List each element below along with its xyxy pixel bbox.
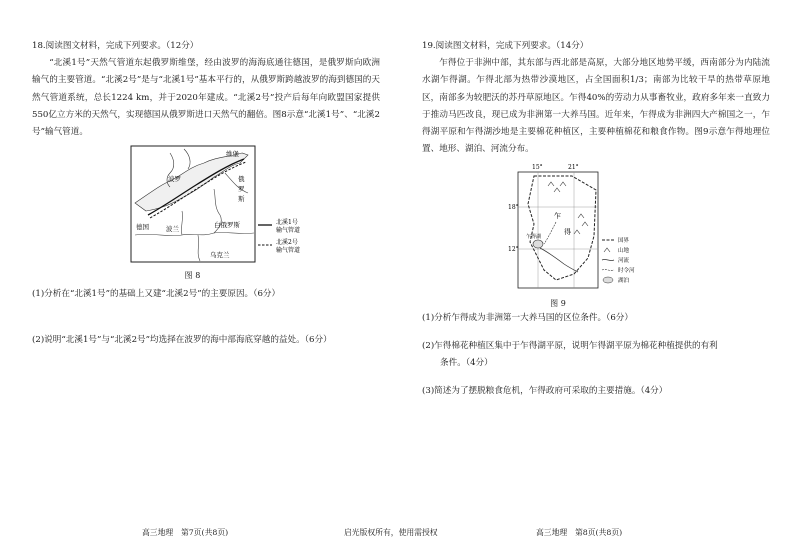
label-russia-1: 俄 (238, 175, 245, 184)
figure-8 (130, 145, 345, 282)
label-poland: 波兰 (166, 225, 179, 234)
nord-stream-map (130, 145, 350, 263)
legend-lake: 湖泊 (618, 278, 630, 285)
q19-part-2-line1: (2)乍得棉花种植区集中于乍得湖平原，说明乍得湖平原为棉花种植提供的有利 (422, 340, 718, 351)
lon-21: 21° (568, 164, 579, 172)
legend-seasonal-river: 时令河 (618, 268, 635, 275)
legend-mountain: 山地 (618, 248, 630, 255)
label-belarus: 白俄罗斯 (214, 221, 240, 230)
label-russia-2: 罗 (238, 185, 245, 194)
figure-8-caption: 图 8 (184, 271, 201, 281)
q19-title: 19.阅读图文材料，完成下列要求。（14分） (422, 41, 589, 51)
lat-12: 12° (508, 246, 519, 254)
q18-part-1: (1)分析在“北溪1号”的基础上又建“北溪2号”的主要原因。（6分） (32, 289, 281, 300)
question-19 (422, 38, 770, 400)
legend-border: 国界 (618, 238, 630, 245)
label-lake-chad: 乍得湖 (526, 234, 542, 241)
footer-page-8: 高三地理 第8页(共8页) (536, 528, 623, 537)
figure-9 (508, 162, 648, 309)
figure-9-caption: 图 9 (550, 298, 566, 308)
label-chad-1: 乍 (554, 212, 561, 221)
q19-material: 乍得位于非洲中部，其东部与西北部是高原，大部分地区地势平缓，西南部分为内陆流水湖乍得湖。乍得北部为热带沙漠地区，占全国面积1/3；南部为比较干旱的热带草原地区，南部多为较肥沃的苏丹草原地区。乍得40%的劳动力从事畜牧业，政府多年来一直致力于推动马匹改良，现已成为非洲第一大养马国。近年来，乍得成为非洲四大产棉国之一，乍得湖平原和乍得湖沙地是主要棉花种植区，主要种植棉花和粮食作物。图9示意乍得地理位置、地形、湖泊、河流分布。 (422, 58, 770, 155)
lat-18: 18° (508, 204, 519, 212)
map9-legend (602, 236, 635, 284)
label-chad-2: 得 (564, 228, 571, 237)
q19-part-3: (3)简述为了摆脱粮食危机，乍得政府可采取的主要措施。（4分） (422, 386, 668, 397)
footer-copyright: 启光版权所有，使用需授权 (344, 528, 438, 537)
legend-ns2-line2: 输气管道 (276, 247, 301, 255)
question-18 (32, 38, 380, 349)
q18-material: “北溪1号”天然气管道东起俄罗斯维堡，经由波罗的海海底通往德国，是俄罗斯向欧洲输气的主要管道。“北溪2号”是与“北溪1号”基本平行的，从俄罗斯跨越波罗的海到德国的天然气管道系统，总长1224 km，并于2020年建成。“北溪2号”投产后每年向欧盟国家提供550亿立方米的天然气，实现德国从俄罗斯进口天然气的翻倍。图8示意“北溪1号”、“北溪2号”输气管道。 (32, 58, 380, 138)
map8-legend (258, 218, 300, 254)
chad-map (508, 162, 648, 290)
label-germany: 德国 (136, 223, 149, 232)
q19-part-1: (1)分析乍得成为非洲第一大养马国的区位条件。（6分） (422, 312, 633, 323)
legend-ns1-line1: 北溪1号 (276, 219, 298, 227)
label-baltic-sea: 波罗 (168, 175, 181, 184)
label-ukraine: 乌克兰 (210, 251, 230, 260)
legend-river: 河流 (618, 258, 630, 265)
label-vyborg: 维堡 (226, 150, 239, 159)
lon-15: 15° (532, 164, 543, 172)
legend-ns2-line1: 北溪2号 (276, 239, 298, 247)
footer-page-7: 高三地理 第7页(共8页) (142, 528, 229, 537)
q18-title: 18.阅读图文材料，完成下列要求。（12分） (32, 41, 199, 51)
label-russia-3: 斯 (238, 195, 245, 204)
legend-ns1-line2: 输气管道 (276, 227, 301, 235)
q18-part-2: (2)说明“北溪1号”与“北溪2号”均选择在波罗的海中部海底穿越的益处。（6分） (32, 334, 332, 345)
q19-part-2-line2: 条件。（4分） (440, 358, 493, 369)
